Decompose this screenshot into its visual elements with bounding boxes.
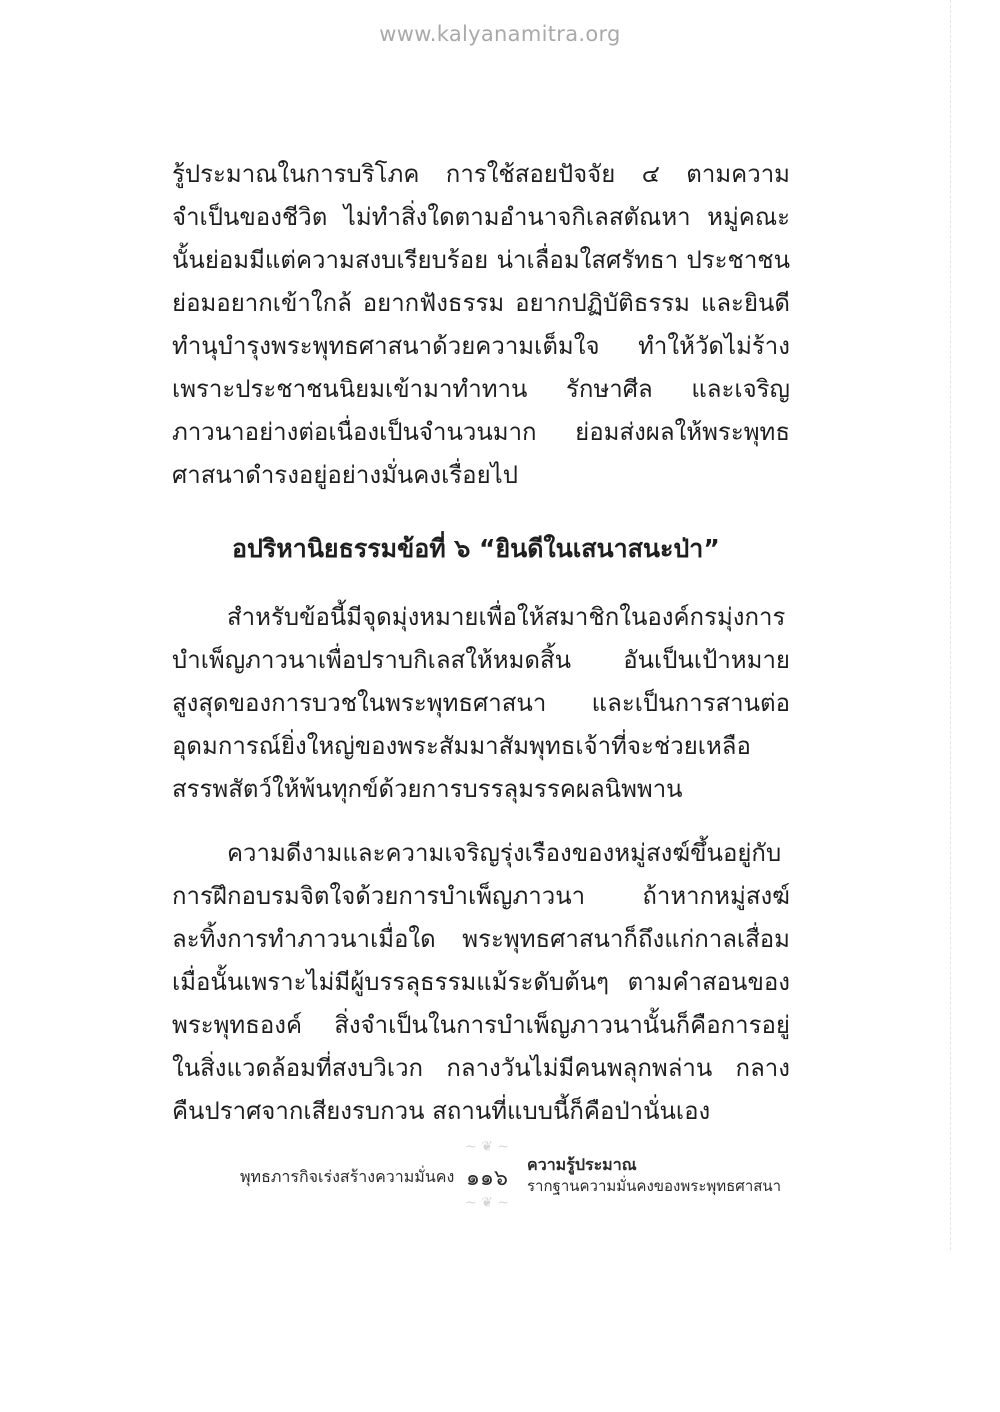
- footer-ornament-top-icon: ~ ❦ ~: [464, 1139, 510, 1155]
- footer-ornament-bottom-icon: ~ ❦ ~: [464, 1195, 510, 1211]
- page-edge-line: [950, 0, 951, 1250]
- paragraph-1: รู้ประมาณในการบริโภค การใช้สอยปัจจัย ๔ ตามความจำเป็นของชีวิต ไม่ทำสิ่งใดตามอำนาจกิเลสตัณหา หมู่คณะนั้นย่อมมีแต่ความสงบเรียบร้อย น่าเลื่อมใสศรัทธา ประชาชนย่อมอยากเข้าใกล้ อยากฟังธรรม อยากปฏิบัติธรรม และยินดีทำนุบำรุงพระพุทธศาสนาด้วยความเต็มใจ ทำให้วัดไม่ร้างเพราะประชาชนนิยมเข้ามาทำทาน รักษาศีล และเจริญภาวนาอย่างต่อเนื่องเป็นจำนวนมาก ย่อมส่งผลให้พระพุทธศาสนาดำรงอยู่อย่างมั่นคงเรื่อยไป: [172, 160, 790, 489]
- footer-book-title: พุทธภารกิจเร่งสร้างความมั่นคง: [240, 1167, 455, 1186]
- paragraph-3: ความดีงามและความเจริญรุ่งเรืองของหมู่สงฆ์ขึ้นอยู่กับการฝึกอบรมจิตใจด้วยการบำเพ็ญภาวนา ถ้าหากหมู่สงฆ์ละทิ้งการทำภาวนาเมื่อใด พระพุทธศาสนาก็ถึงแก่กาลเสื่อมเมื่อนั้นเพราะไม่มีผู้บรรลุธรรมแม้ระดับต้นๆ ตามคำสอนของพระพุทธองค์ สิ่งจำเป็นในการบำเพ็ญภาวนานั้นก็คือการอยู่ในสิ่งแวดล้อมที่สงบวิเวก กลางวันไม่มีคนพลุกพล่าน กลางคืนปราศจากเสียงรบกวน สถานที่แบบนี้ก็คือป่านั่นเอง: [172, 839, 790, 1125]
- page-body: [172, 153, 790, 1133]
- watermark: www.kalyanamitra.org: [379, 22, 621, 46]
- footer-chapter: [527, 1154, 781, 1196]
- footer-chapter-title: ความรู้ประมาณ: [527, 1155, 637, 1174]
- page-number: ๑๑๖: [466, 1166, 508, 1191]
- page-footer: [0, 1140, 1000, 1220]
- paragraph-gap: [172, 811, 790, 832]
- footer-chapter-subtitle: รากฐานความมั่นคงของพระพุทธศาสนา: [527, 1177, 782, 1195]
- paragraph-2: สำหรับข้อนี้มีจุดมุ่งหมายเพื่อให้สมาชิกในองค์กรมุ่งการบำเพ็ญภาวนาเพื่อปราบกิเลสให้หมดสิ้น อันเป็นเป้าหมายสูงสุดของการบวชในพระพุทธศาสนา และเป็นการสานต่ออุดมการณ์ยิ่งใหญ่ของพระสัมมาสัมพุทธเจ้าที่จะช่วยเหลือสรรพสัตว์ให้พ้นทุกข์ด้วยการบรรลุมรรคผลนิพพาน: [172, 603, 790, 803]
- section-heading: อปริหานิยธรรมข้อที่ ๖ “ยินดีในเสนาสนะป่า”: [232, 534, 720, 563]
